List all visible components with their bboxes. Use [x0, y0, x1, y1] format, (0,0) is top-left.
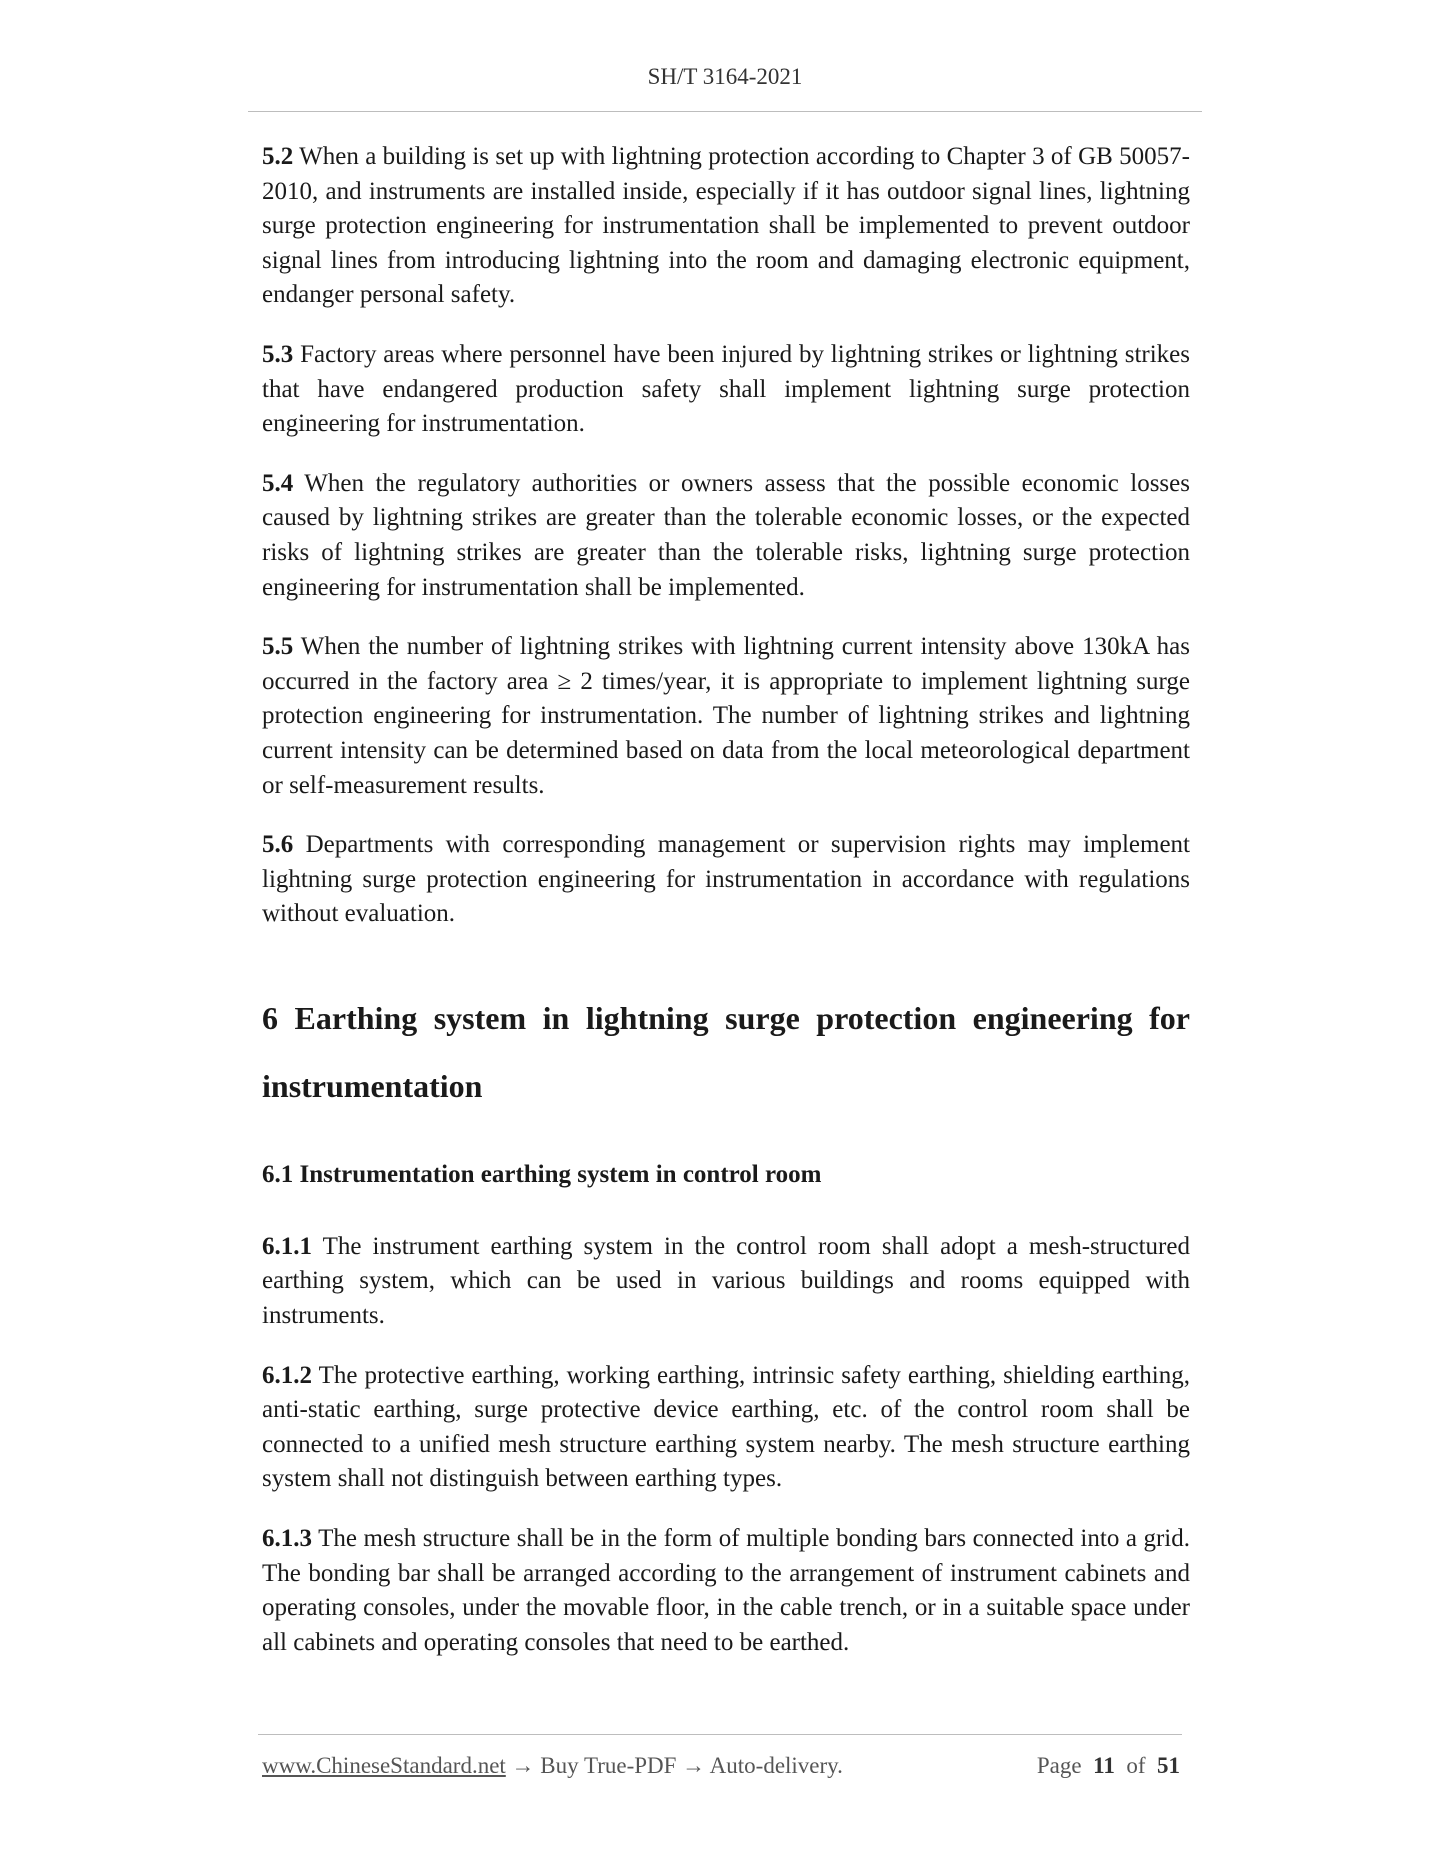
clause-5-2: [262, 140, 1190, 313]
page-number: [1037, 1753, 1180, 1779]
clause-text: When a building is set up with lightning protection according to Chapter 3 of GB 50057-2010, and instruments are installed inside, especially if it has outdoor signal lines, lightning surge protection engineering for instrumentation shall be implemented to prevent outdoor signal lines from introducing lightning into the room and damaging electronic equipment, endanger personal safety.: [262, 143, 1190, 309]
site-link[interactable]: www.ChineseStandard.net: [262, 1753, 506, 1778]
clause-text: When the number of lightning strikes with lightning current intensity above 130kA has occurred in the factory area ≥ 2 times/year, it is appropriate to implement lightning surge protection engineering for instrumentation. The number of lightning strikes and lightning current intensity can be determined based on data from the local meteorological department or self-measurement results.: [262, 633, 1190, 799]
footer-promo-text: → Buy True-PDF → Auto-delivery.: [505, 1753, 843, 1778]
clause-5-6: [262, 828, 1190, 932]
clause-5-3: [262, 338, 1190, 442]
clause-number: 5.5: [262, 633, 294, 661]
footer-divider: [258, 1734, 1182, 1735]
clause-6-1-3: [262, 1522, 1190, 1660]
clause-5-5: [262, 630, 1190, 803]
running-header: SH/T 3164-2021: [647, 64, 803, 89]
clause-text: The mesh structure shall be in the form of multiple bonding bars connected into a grid. The bonding bar shall be arranged according to the arrangement of instrument cabinets and operating consoles, under the movable floor, in the cable trench, or in a suitable space under all cabinets and operating consoles that need to be earthed.: [262, 1525, 1190, 1656]
clause-6-1-2: [262, 1359, 1190, 1497]
page-total: 51: [1157, 1753, 1180, 1778]
clause-number: 5.2: [262, 143, 294, 170]
section-6-heading: 6 Earthing system in lightning surge protection engineering for instrumentation: [262, 999, 1190, 1104]
page-of: of: [1126, 1753, 1146, 1778]
page-label: Page: [1036, 1753, 1082, 1778]
clause-text: When the regulatory authorities or owners assess that the possible economic losses caused by lightning strikes are greater than the tolerable economic losses, or the expected risks of lightning strikes are greater than the tolerable risks, lightning surge protection engineering for instrumentation shall be implemented.: [262, 469, 1190, 601]
page-body: [262, 140, 1190, 1685]
footer-promo: [262, 1753, 843, 1779]
clause-text: The protective earthing, working earthing, intrinsic safety earthing, shielding earthing, anti-static earthing, surge protective device earthing, etc. of the control room shall be connected to a unified mesh structure earthing system nearby. The mesh structure earthing system shall not distinguish between earthing types.: [262, 1361, 1190, 1493]
clause-number: 5.6: [262, 831, 294, 859]
clause-number: 6.1.3: [262, 1525, 312, 1553]
page-current: 11: [1093, 1753, 1115, 1778]
clause-number: 6.1.1: [262, 1232, 312, 1260]
clause-text: Factory areas where personnel have been injured by lightning strikes or lightning strikes that have endangered production safety shall implement lightning surge protection engineering for instrumentation.: [262, 340, 1191, 438]
clause-number: 5.4: [262, 469, 294, 497]
header-divider: [248, 111, 1202, 112]
clause-6-1-1: [262, 1230, 1190, 1334]
clause-text: The instrument earthing system in the control room shall adopt a mesh-structured earthing system, which can be used in various buildings and rooms equipped with instruments.: [262, 1232, 1190, 1330]
clause-number: 6.1.2: [262, 1361, 312, 1389]
clause-number: 5.3: [262, 340, 294, 368]
subsection-6-1-heading: 6.1 Instrumentation earthing system in control room: [262, 1160, 822, 1188]
clause-5-4: [262, 467, 1190, 605]
clause-text: Departments with corresponding management or supervision rights may implement lightning surge protection engineering for instrumentation in accordance with regulations without evaluation.: [262, 831, 1190, 928]
